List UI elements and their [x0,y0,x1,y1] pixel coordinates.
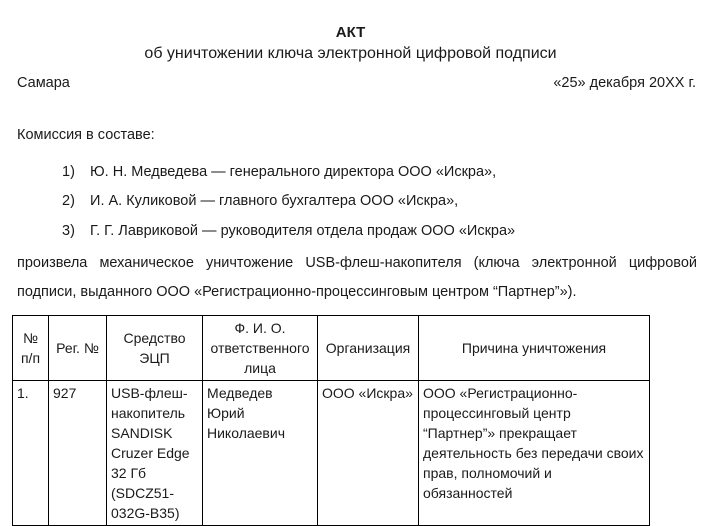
header-reason: Причина уничтожения [419,316,650,381]
cell-num: 1. [13,381,49,526]
document-title: АКТ [335,24,366,41]
header-person: Ф. И. О. ответственного лица [203,316,318,381]
document-date: «25» декабря 20ХХ г. [553,75,696,91]
commission-member [62,221,515,241]
member-text: Г. Г. Лавриковой — руководителя отдела продаж ООО «Искра» [90,223,516,239]
document-subtitle: об уничтожении ключа электронной цифровой подписи [144,45,557,62]
cell-reason: ООО «Регистрационно-процессинговый центр “Партнер”» прекращает деятельность без передачи своих прав, полномочий и обязанностей [419,381,650,526]
member-text: И. А. Куликовой — главного бухгалтера ООО «Искра», [90,193,459,209]
commission-member [62,162,496,182]
cell-person: Медведев Юрий Николаевич [203,381,318,526]
commission-member [62,191,458,211]
destruction-table [12,315,650,526]
cell-tool: USB-флеш-накопитель SANDISK Cruzer Edge 32 Гб (SDCZ51-032G-B35) [107,381,203,526]
city: Самара [17,75,70,91]
header-reg: Рег. № [49,316,107,381]
member-number: 3) [62,223,75,239]
table-row [13,381,650,526]
header-tool: Средство ЭЦП [107,316,203,381]
commission-intro: Комиссия в составе: [17,127,155,143]
member-number: 1) [62,164,75,180]
member-text: Ю. Н. Медведева — генерального директора ООО «Искра», [90,164,497,180]
body-paragraph: произвела механическое уничтожение USB-флеш-накопителя (ключа электронной цифровой подписи, выданного ООО «Регистрационно-процессинговым центром “Партнер”»). [17,255,697,300]
header-org: Организация [318,316,419,381]
cell-reg: 927 [49,381,107,526]
member-number: 2) [62,193,75,209]
table-header-row [13,316,650,381]
cell-org: ООО «Искра» [318,381,419,526]
header-num: № п/п [13,316,49,381]
